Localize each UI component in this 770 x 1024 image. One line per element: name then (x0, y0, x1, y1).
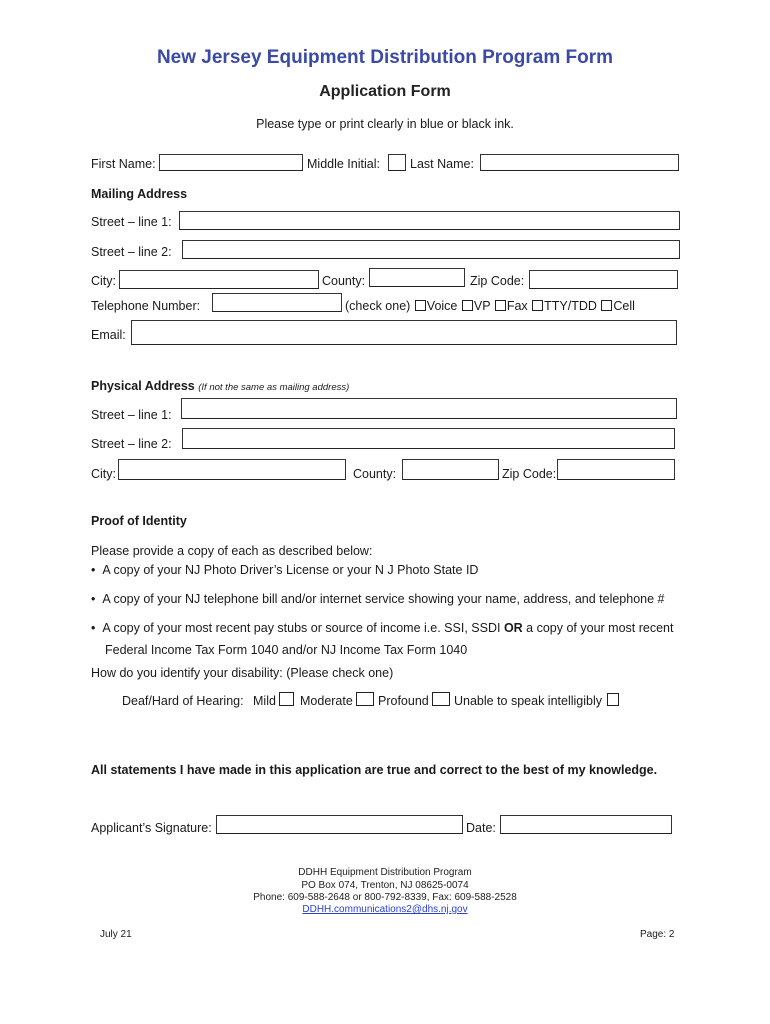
bullet-icon: • (91, 563, 96, 577)
mailing-street1-field[interactable] (179, 211, 680, 230)
first-name-label: First Name: (91, 157, 156, 171)
mailing-address-heading: Mailing Address (91, 187, 188, 201)
proof-intro: Please provide a copy of each as described below: (91, 544, 373, 558)
form-subtitle: Application Form (319, 83, 451, 100)
mailing-zip-field[interactable] (529, 270, 678, 289)
fax-checkbox[interactable] (495, 300, 506, 311)
physical-street1-label: Street – line 1: (91, 408, 172, 422)
middle-initial-label: Middle Initial: (307, 157, 380, 171)
bullet-icon: • (91, 621, 96, 635)
physical-street2-field[interactable] (182, 428, 675, 449)
voice-checkbox[interactable] (415, 300, 426, 311)
deaf-hoh-label: Deaf/Hard of Hearing: (122, 694, 244, 708)
telephone-field[interactable] (212, 293, 342, 312)
form-instructions: Please type or print clearly in blue or black ink. (256, 117, 514, 131)
signature-field[interactable] (216, 815, 463, 834)
mailing-city-field[interactable] (119, 270, 319, 289)
physical-zip-field[interactable] (557, 459, 675, 480)
proof-of-identity-heading: Proof of Identity (91, 514, 187, 528)
vp-label: VP (473, 299, 491, 313)
physical-street2-label: Street – line 2: (91, 437, 172, 451)
footer-date: July 21 (100, 929, 132, 940)
mailing-city-label: City: (91, 274, 116, 288)
tty-tdd-label: TTY/TDD (544, 299, 597, 313)
mailing-zip-label: Zip Code: (470, 274, 525, 288)
check-one-label: (check one) (345, 299, 411, 313)
physical-zip-label: Zip Code: (502, 467, 557, 481)
footer-address: PO Box 074, Trenton, NJ 08625-0074 (301, 880, 469, 891)
form-title: New Jersey Equipment Distribution Program Form (156, 47, 614, 68)
cell-checkbox[interactable] (601, 300, 612, 311)
mailing-county-field[interactable] (369, 268, 465, 287)
physical-county-label: County: (353, 467, 397, 481)
physical-city-label: City: (91, 467, 116, 481)
bullet-text-income: A copy of your most recent pay stubs or source of income i.e. SSI, SSDI (102, 621, 501, 635)
or-word: OR (503, 621, 523, 635)
email-label: Email: (91, 328, 126, 342)
last-name-label: Last Name: (410, 157, 474, 171)
footer-org: DDHH Equipment Distribution Program (298, 867, 472, 878)
footer-phone: Phone: 609-588-2648 or 800-792-8339, Fax: 609-588-2528 (253, 892, 517, 903)
physical-address-heading (91, 379, 349, 393)
physical-address-note: (If not the same as mailing address) (198, 382, 350, 393)
physical-street1-field[interactable] (181, 398, 677, 419)
bullet-text-telephone-bill: A copy of your NJ telephone bill and/or internet service showing your name, address, and telephone # (102, 592, 665, 606)
fax-label: Fax (506, 299, 528, 313)
tty-tdd-checkbox[interactable] (532, 300, 543, 311)
date-field[interactable] (500, 815, 672, 834)
unable-to-speak-label: Unable to speak intelligibly (454, 694, 603, 708)
mailing-street2-label: Street – line 2: (91, 245, 172, 259)
last-name-field[interactable] (480, 154, 679, 171)
list-item (91, 563, 478, 577)
mild-label: Mild (253, 694, 276, 708)
moderate-label: Moderate (300, 694, 353, 708)
page-number: Page: 2 (640, 929, 675, 940)
physical-city-field[interactable] (118, 459, 346, 480)
telephone-label: Telephone Number: (91, 299, 201, 313)
mailing-street2-field[interactable] (182, 240, 680, 259)
unable-to-speak-checkbox[interactable] (607, 693, 619, 706)
footer-email-link[interactable]: DDHH.communications2@dhs.nj.gov (302, 904, 468, 915)
profound-checkbox[interactable] (432, 692, 450, 706)
date-label: Date: (466, 821, 496, 835)
phone-type-group (345, 299, 635, 313)
disability-question: How do you identify your disability: (Please check one) (91, 666, 394, 680)
signature-label: Applicant’s Signature: (91, 821, 212, 835)
bullet-text-license: A copy of your NJ Photo Driver’s License or your N J Photo State ID (102, 563, 479, 577)
physical-address-title: Physical Address (91, 379, 195, 393)
list-item (91, 621, 673, 635)
middle-initial-field[interactable] (388, 154, 406, 171)
email-field[interactable] (131, 320, 677, 345)
profound-label: Profound (378, 694, 429, 708)
list-item (91, 592, 665, 606)
footer-email-wrap (0, 904, 770, 915)
attestation-statement: All statements I have made in this application are true and correct to the best of my knowledge. (91, 763, 658, 777)
bullet-icon: • (91, 592, 96, 606)
mailing-street1-label: Street – line 1: (91, 215, 172, 229)
bullet-text-income-alt: a copy of your most recent (526, 621, 674, 635)
first-name-field[interactable] (159, 154, 303, 171)
moderate-checkbox[interactable] (356, 692, 374, 706)
physical-county-field[interactable] (402, 459, 499, 480)
mild-checkbox[interactable] (279, 692, 294, 706)
voice-label: Voice (426, 299, 458, 313)
vp-checkbox[interactable] (462, 300, 473, 311)
mailing-county-label: County: (322, 274, 366, 288)
cell-label: Cell (613, 299, 635, 313)
bullet-text-tax-forms: Federal Income Tax Form 1040 and/or NJ Income Tax Form 1040 (105, 643, 468, 657)
